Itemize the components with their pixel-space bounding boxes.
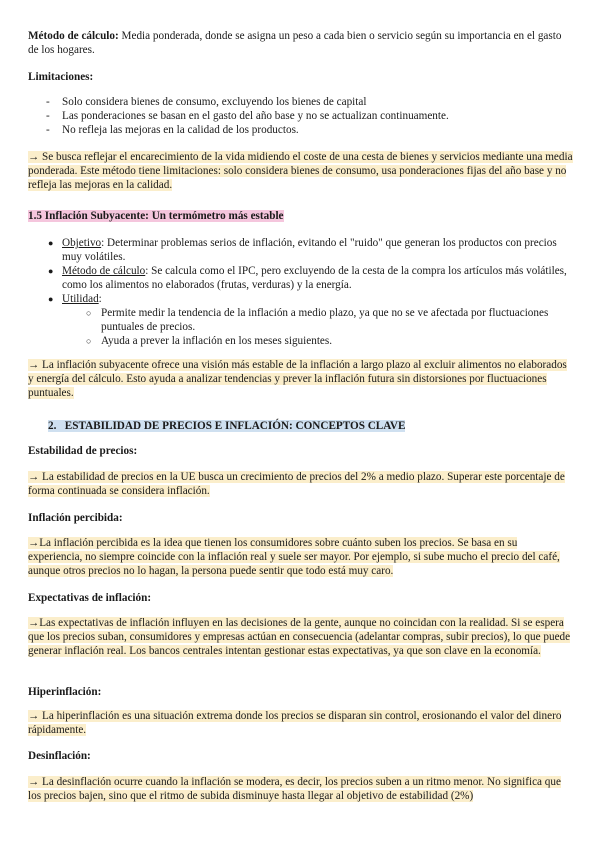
- desinflacion-heading: Desinflación:: [28, 750, 91, 762]
- sub-list-item: ○ Permite medir la tendencia de la inflación a medio plazo, ya que no se ve afectada por fluctuaciones puntuales de precios.: [86, 307, 549, 333]
- list-item: ● Método de cálculo: Se calcula como el IPC, pero excluyendo de la cesta de la compra los artículos más volátiles, como los alimentos no elaborados (frutas, verduras) y la energía.: [48, 265, 567, 291]
- list-item: - No refleja las mejoras en la calidad de los productos.: [46, 124, 299, 136]
- metodo-calculo-label: Método de cálculo:: [28, 30, 119, 42]
- utilidad-label: Utilidad: [62, 293, 99, 305]
- percibida-heading: Inflación percibida:: [28, 512, 123, 524]
- subyacente-list: [28, 236, 573, 348]
- estabilidad-text: → La estabilidad de precios en la UE busca un crecimiento de precios del 2% a medio plazo. Superar este porcentaje de forma continuada se considera inflación.: [28, 471, 565, 497]
- estabilidad-heading: Estabilidad de precios:: [28, 445, 138, 457]
- objetivo-label: Objetivo: [62, 237, 102, 249]
- desinflacion-text: → La desinflación ocurre cuando la inflación se modera, es decir, los precios suben a un ritmo menor. No significa que los precios bajen, sino que el ritmo de subida disminuye hasta llegar al objetivo de estabilidad (2%): [28, 776, 561, 802]
- subyacente-summary: → La inflación subyacente ofrece una visión más estable de la inflación a largo plazo al excluir alimentos no elaborados y energía del cálculo. Esto ayuda a analizar tendencias y prever la inflación futura sin distorsiones por fluctuaciones puntuales.: [28, 359, 567, 399]
- expectativas-text: →Las expectativas de inflación influyen en las decisiones de la gente, aunque no coincidan con la realidad. Si se espera que los precios suban, consumidores y empresas actúan en consecuencia (adelantar compras, subir precios), lo que puede generar inflación real. Los bancos centrales intentan gestionar estas expectativas, ya que son clave en la economía.: [28, 617, 571, 657]
- subyacente-heading: 1.5 Inflación Subyacente: Un termómetro más estable: [28, 210, 284, 222]
- metodo-calculo-paragraph: [28, 29, 573, 57]
- limitaciones-heading: Limitaciones:: [28, 71, 94, 83]
- percibida-text: →La inflación percibida es la idea que tienen los consumidores sobre cuánto suben los precios. Se basa en su experiencia, no siempre coincide con la inflación real y suele ser mayor. Por ejemplo, si sube mucho el precio del café, aunque otros precios no lo hagan, la persona puede sentir que todo está muy caro.: [28, 537, 560, 577]
- limitaciones-list: [28, 95, 573, 137]
- limitaciones-summary: → Se busca reflejar el encarecimiento de la vida midiendo el coste de una cesta de bienes y servicios mediante una media ponderada. Este método tiene limitaciones: solo considera bienes de consumo, usa ponderaciones fijas del año base y no refleja las mejoras en la calidad.: [28, 151, 573, 191]
- hiperinflacion-heading: Hiperinflación:: [28, 686, 102, 698]
- sub-list-item: ○ Ayuda a prever la inflación en los meses siguientes.: [86, 335, 333, 347]
- list-item: ● Utilidad:: [48, 293, 102, 305]
- list-item: - Las ponderaciones se basan en el gasto del año base y no se actualizan continuamente.: [46, 110, 449, 122]
- metodo-label: Método de cálculo: [62, 265, 146, 277]
- expectativas-heading: Expectativas de inflación:: [28, 592, 152, 604]
- metodo-calculo-text: Media ponderada, donde se asigna un peso a cada bien o servicio según su importancia en el gasto de los hogares.: [28, 30, 562, 56]
- list-item: - Solo considera bienes de consumo, excluyendo los bienes de capital: [46, 96, 367, 108]
- hiperinflacion-text: → La hiperinflación es una situación extrema donde los precios se disparan sin control, erosionando el valor del dinero rápidamente.: [28, 710, 562, 736]
- list-item: ● Objetivo: Determinar problemas serios de inflación, evitando el "ruido" que generan los productos con precios muy volátiles.: [48, 237, 557, 263]
- section-2-heading: 2. ESTABILIDAD DE PRECIOS E INFLACIÓN: CONCEPTOS CLAVE: [48, 420, 406, 432]
